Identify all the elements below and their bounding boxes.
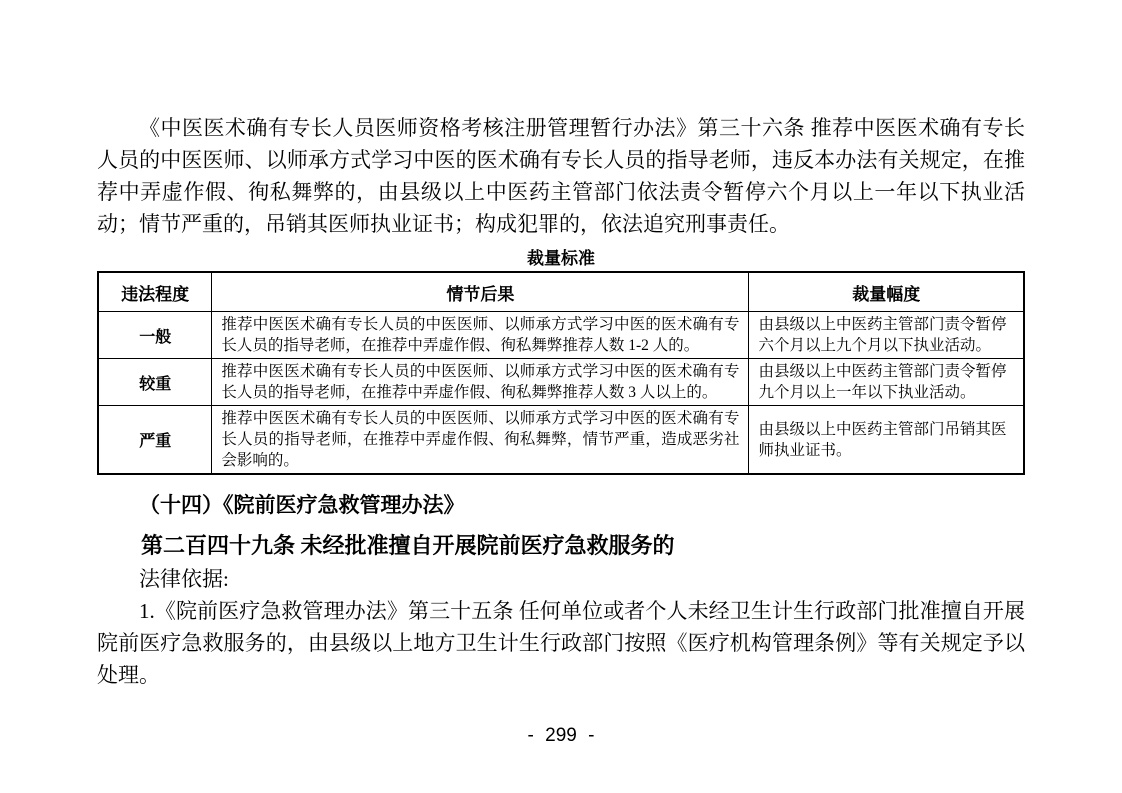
section-heading: （十四）《院前医疗急救管理办法》 (139, 493, 465, 517)
circumstance-cell: 推荐中医医术确有专长人员的中医医师、以师承方式学习中医的医术确有专长人员的指导老师，在推荐中弄虚作假、徇私舞弊，情节严重，造成恶劣社会影响的。 (212, 406, 749, 475)
legal-basis-paragraph: 1.《院前医疗急救管理办法》第三十五条 任何单位或者个人未经卫生计生行政部门批准擅自开展院前医疗急救服务的，由县级以上地方卫生计生行政部门按照《医疗机构管理条例》等有关规定予以处理。 (97, 599, 1025, 687)
column-header-discretion-range: 裁量幅度 (749, 272, 1024, 312)
page-content (97, 112, 1025, 691)
range-cell: 由县级以上中医药主管部门吊销其医师执业证书。 (749, 406, 1024, 475)
degree-cell: 严重 (98, 406, 212, 475)
article-heading: 第二百四十九条 未经批准擅自开展院前医疗急救服务的 (141, 533, 675, 558)
degree-cell: 一般 (98, 312, 212, 359)
table-header-row (98, 272, 1024, 312)
table-title: 裁量标准 (527, 249, 595, 268)
range-cell: 由县级以上中医药主管部门责令暂停九个月以上一年以下执业活动。 (749, 359, 1024, 406)
column-header-violation-degree: 违法程度 (98, 272, 212, 312)
intro-paragraph: 《中医医术确有专长人员医师资格考核注册管理暂行办法》第三十六条 推荐中医医术确有专长人员的中医医师、以师承方式学习中医的医术确有专长人员的指导老师，违反本办法有关规定，在推荐中弄虚作假、徇私舞弊的，由县级以上中医药主管部门依法责令暂停六个月以上一年以下执业活动；情节严重的，吊销其医师执业证书；构成犯罪的，依法追究刑事责任。 (97, 116, 1025, 236)
circumstance-cell: 推荐中医医术确有专长人员的中医医师、以师承方式学习中医的医术确有专长人员的指导老师，在推荐中弄虚作假、徇私舞弊推荐人数 1-2 人的。 (212, 312, 749, 359)
column-header-circumstance: 情节后果 (212, 272, 749, 312)
table-row (98, 359, 1024, 406)
table-row (98, 312, 1024, 359)
circumstance-cell: 推荐中医医术确有专长人员的中医医师、以师承方式学习中医的医术确有专长人员的指导老师，在推荐中弄虚作假、徇私舞弊推荐人数 3 人以上的。 (212, 359, 749, 406)
legal-basis-label: 法律依据: (139, 567, 229, 591)
page-number: - 299 - (527, 725, 595, 746)
degree-cell: 较重 (98, 359, 212, 406)
table-row (98, 406, 1024, 475)
discretion-standards-table (97, 271, 1025, 475)
range-cell: 由县级以上中医药主管部门责令暂停六个月以上九个月以下执业活动。 (749, 312, 1024, 359)
